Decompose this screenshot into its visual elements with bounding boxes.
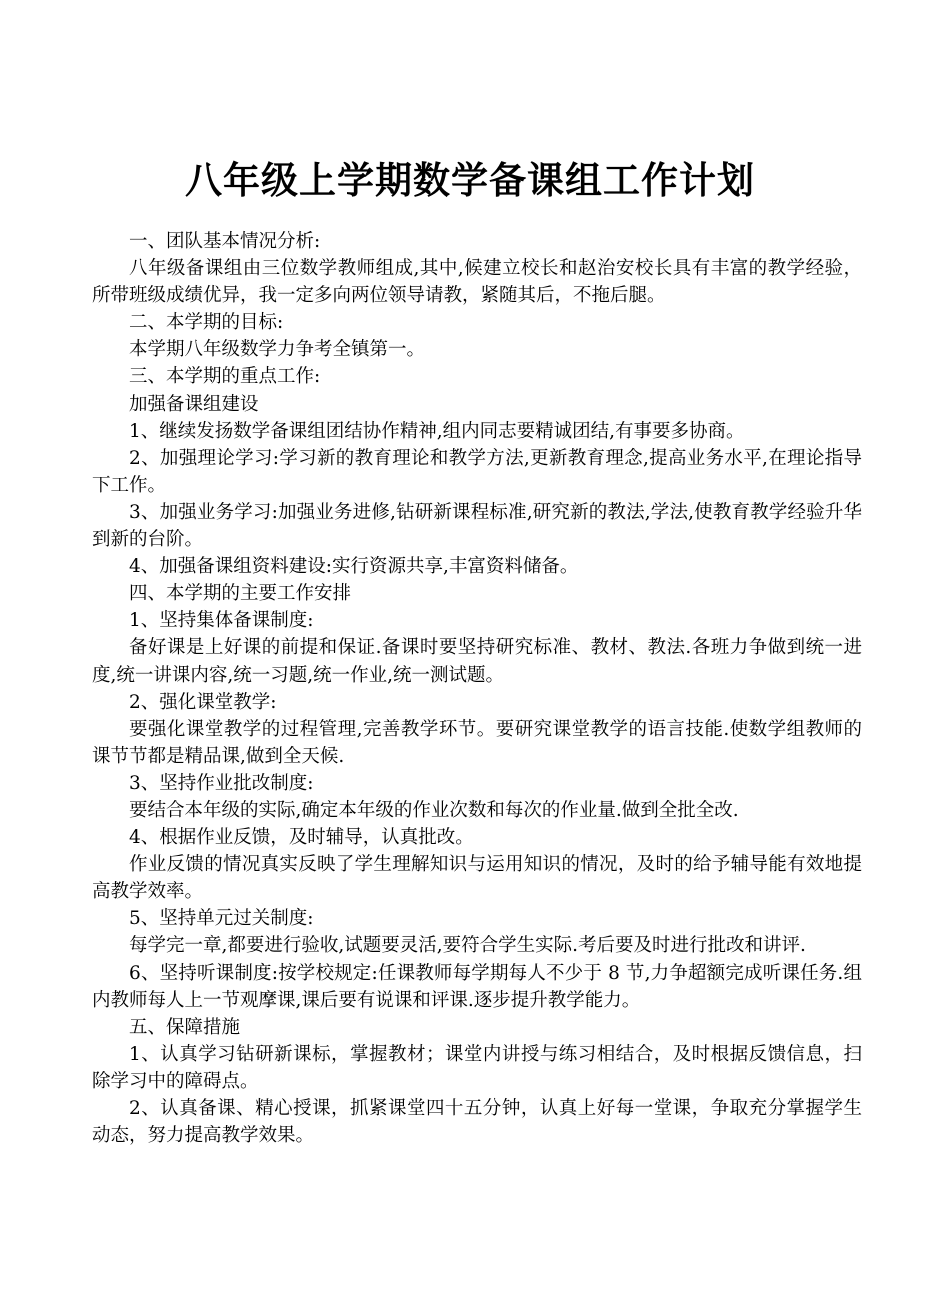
list-item: 4、加强备课组资料建设:实行资源共享,丰富资料储备。 bbox=[129, 556, 579, 578]
document-title: 八年级上学期数学备课组工作计划 bbox=[185, 159, 755, 202]
list-item: 2、强化课堂教学: bbox=[129, 691, 277, 713]
list-item: 1、认真学习钻研新课标，掌握教材；课堂内讲授与练习相结合，及时根据反馈信息，扫除学习中的障碍点。 bbox=[92, 1043, 862, 1092]
section-heading: 五、保障措施 bbox=[129, 1016, 241, 1038]
section-heading: 四、本学期的主要工作安排 bbox=[129, 583, 352, 605]
list-item: 3、坚持作业批改制度: bbox=[129, 772, 314, 794]
list-item: 1、继续发扬数学备课组团结协作精神,组内同志要精诚团结,有事要多协商。 bbox=[129, 420, 745, 442]
list-item: 5、坚持单元过关制度: bbox=[129, 908, 314, 930]
list-item: 3、加强业务学习:加强业务进修,钻研新课程标准,研究新的教法,学法,使教育教学经验升华到新的台阶。 bbox=[92, 501, 862, 551]
list-item: 2、认真备课、精心授课，抓紧课堂四十五分钟，认真上好每一堂课，争取充分掌握学生动态，努力提高教学效果。 bbox=[92, 1098, 862, 1147]
paragraph: 八年级备课组由三位数学教师组成,其中,候建立校长和赵治安校长具有丰富的教学经验，所带班级成绩优异，我一定多向两位领导请教，紧随其后，不拖后腿。 bbox=[92, 258, 862, 307]
paragraph: 作业反馈的情况真实反映了学生理解知识与运用知识的情况，及时的给予辅导能有效地提高教学效率。 bbox=[92, 854, 862, 903]
paragraph: 要强化课堂教学的过程管理,完善教学环节。要研究课堂教学的语言技能.使数学组教师的课节节都是精品课,做到全天候. bbox=[92, 718, 862, 767]
paragraph: 本学期八年级数学力争考全镇第一。 bbox=[129, 339, 426, 361]
paragraph: 备好课是上好课的前提和保证.备课时要坚持研究标准、教材、教法.各班力争做到统一进度,统一讲课内容,统一习题,统一作业,统一测试题。 bbox=[92, 637, 862, 686]
list-item: 2、加强理论学习:学习新的教育理论和教学方法,更新教育理念,提高业务水平,在理论指导下工作。 bbox=[92, 447, 862, 496]
subheading: 加强备课组建设 bbox=[129, 393, 259, 415]
list-item: 6、坚持听课制度:按学校规定:任课教师每学期每人不少于 8 节,力争超额完成听课任务.组内教师每人上一节观摩课,课后要有说课和评课.逐步提升教学能力。 bbox=[92, 962, 862, 1011]
list-item: 1、坚持集体备课制度: bbox=[129, 610, 314, 632]
section-heading: 一、团队基本情况分析: bbox=[129, 231, 321, 252]
document-body bbox=[92, 228, 862, 1149]
list-item: 4、根据作业反馈，及时辅导，认真批改。 bbox=[129, 827, 474, 849]
section-heading: 三、本学期的重点工作: bbox=[129, 366, 321, 388]
paragraph: 每学完一章,都要进行验收,试题要灵活,要符合学生实际.考后要及时进行批改和讲评. bbox=[129, 935, 806, 957]
paragraph: 要结合本年级的实际,确定本年级的作业次数和每次的作业量.做到全批全改. bbox=[129, 799, 739, 821]
section-heading: 二、本学期的目标: bbox=[129, 312, 284, 334]
